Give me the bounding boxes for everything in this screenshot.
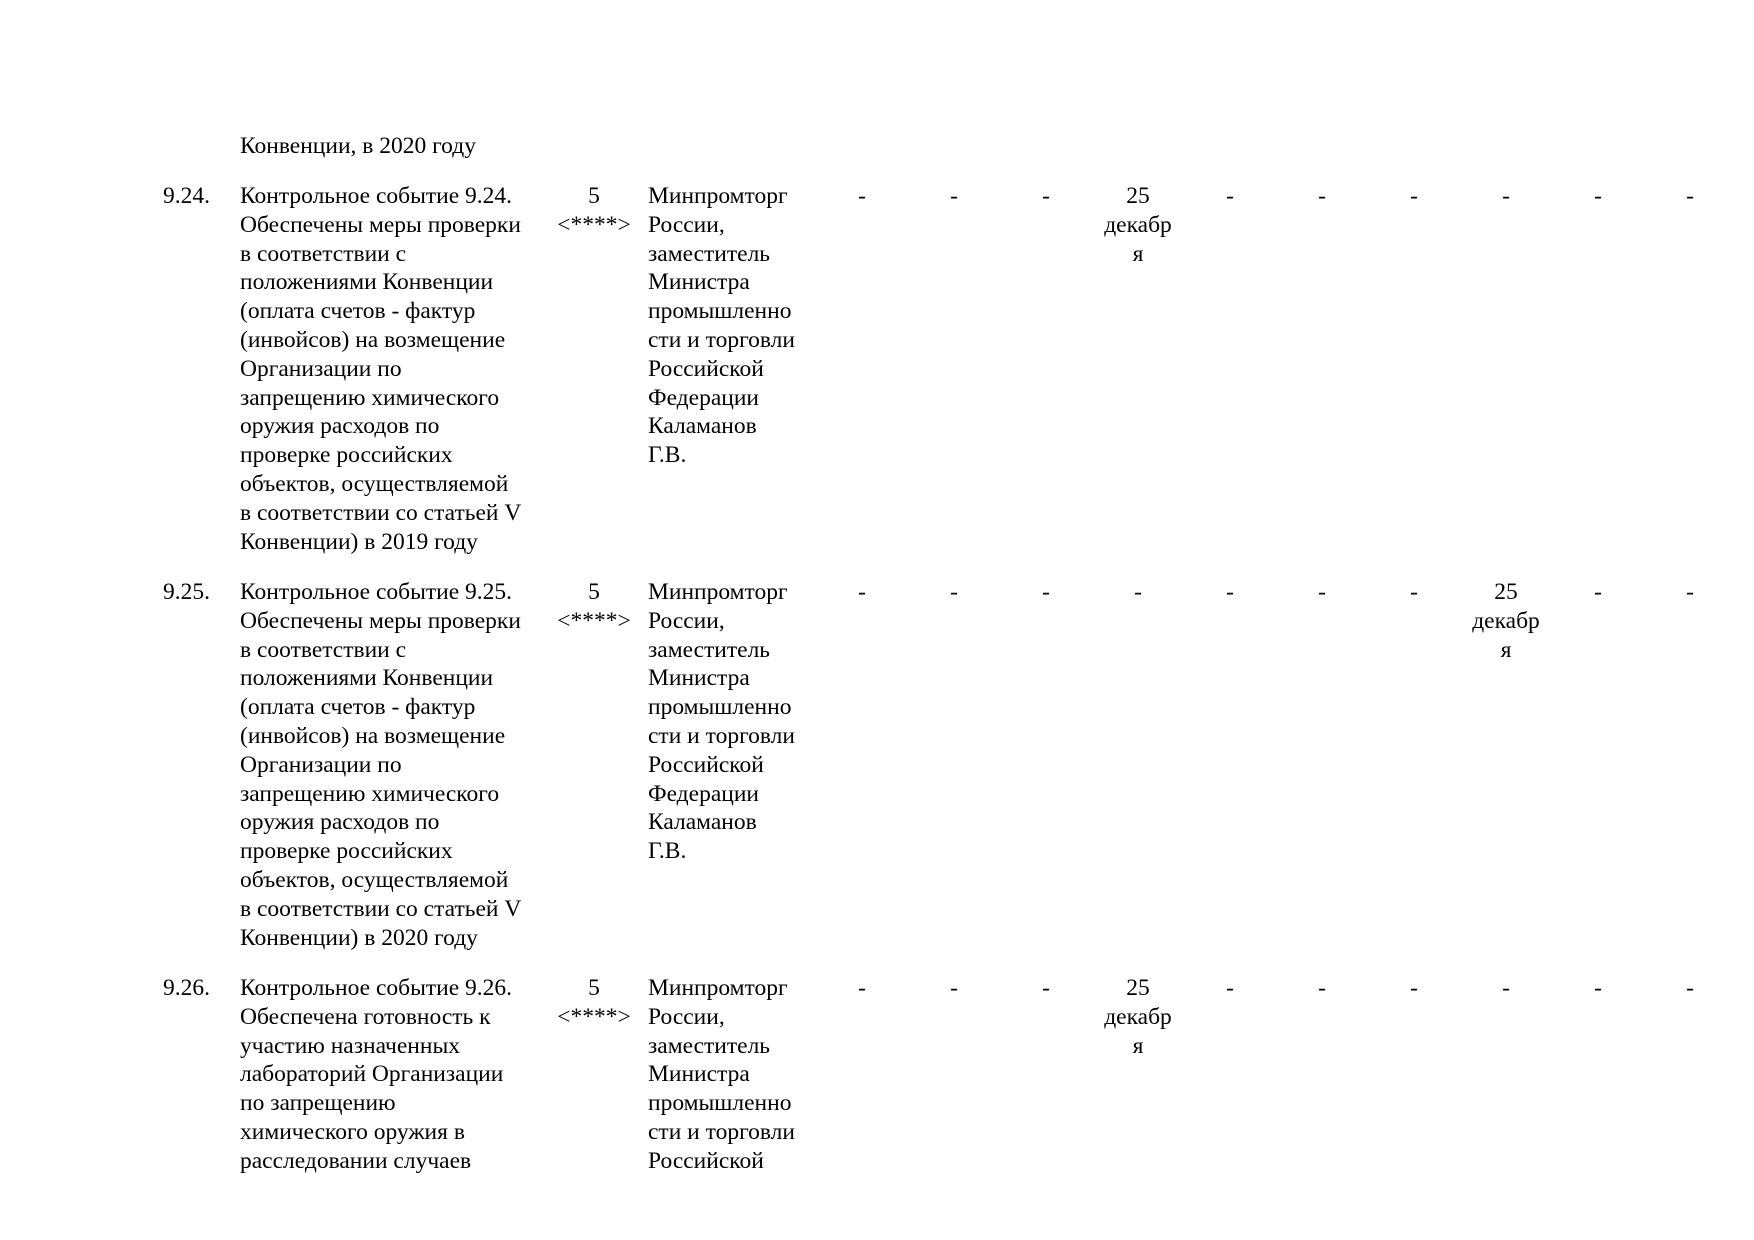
responsible-line: сти и торговли [648, 723, 795, 749]
empty-cell-dash: - [1042, 975, 1050, 1001]
deadline-date: я [1132, 1032, 1144, 1059]
event-text-line: (инвойсов) на возмещение [240, 327, 506, 353]
continuation-text: Конвенции, в 2020 году [240, 133, 476, 159]
event-text-line: положениями Конвенции [240, 665, 494, 692]
empty-cell-dash: - [1410, 579, 1418, 605]
empty-cell-dash: - [1318, 975, 1326, 1001]
responsible-line: Федерации [648, 780, 759, 807]
event-text-line: в соответствии с [240, 240, 407, 267]
responsible-line: Российской [648, 751, 764, 778]
row-number: 9.26. [163, 975, 210, 1001]
empty-cell-dash: - [1134, 579, 1142, 605]
deadline-date: я [1500, 636, 1512, 663]
deadline-date: 25 [1126, 183, 1150, 209]
empty-cell-dash: - [1410, 975, 1418, 1001]
deadline-date: декабр [1472, 607, 1540, 634]
event-code: 5 [588, 183, 600, 209]
empty-cell-dash: - [1594, 975, 1602, 1001]
event-text-line: Обеспечены меры проверки [240, 211, 521, 238]
event-text-line: объектов, осуществляемой [240, 471, 509, 497]
event-text-line: объектов, осуществляемой [240, 867, 509, 893]
event-text-line: оружия расходов по [240, 809, 440, 836]
responsible-line: промышленно [648, 1090, 792, 1117]
empty-cell-dash: - [858, 183, 866, 209]
row-number: 9.24. [163, 183, 210, 209]
empty-cell-dash: - [1318, 579, 1326, 605]
responsible-line: промышленно [648, 694, 792, 721]
event-text-line: Организации по [240, 355, 402, 382]
empty-cell-dash: - [1042, 579, 1050, 605]
responsible-line: России, [648, 211, 725, 238]
empty-cell-dash: - [1226, 975, 1234, 1001]
event-text-line: запрещению химического [240, 780, 500, 807]
empty-cell-dash: - [950, 183, 958, 209]
event-text-line: химического оружия в [240, 1119, 465, 1145]
empty-cell-dash: - [1318, 183, 1326, 209]
event-code: <****> [557, 211, 631, 238]
event-text-line: Конвенции) в 2019 году [240, 528, 478, 555]
event-text-line: в соответствии со статьей V [240, 499, 522, 526]
event-text-line: участию назначенных [240, 1032, 461, 1059]
responsible-line: России, [648, 1003, 725, 1030]
event-text-line: Обеспечена готовность к [240, 1003, 491, 1030]
responsible-line: заместитель [648, 1032, 771, 1059]
responsible-line: Каламанов [648, 413, 757, 440]
event-text-line: (оплата счетов - фактур [240, 298, 476, 325]
responsible-line: Г.В. [648, 838, 687, 865]
event-text-line: в соответствии с [240, 636, 407, 663]
deadline-date: декабр [1104, 211, 1172, 238]
responsible-line: Г.В. [648, 442, 687, 469]
responsible-line: Каламанов [648, 809, 757, 836]
event-code: 5 [588, 579, 600, 605]
empty-cell-dash: - [950, 579, 958, 605]
empty-cell-dash: - [1594, 579, 1602, 605]
event-text-line: Обеспечены меры проверки [240, 607, 521, 634]
empty-cell-dash: - [1686, 183, 1694, 209]
event-text-line: положениями Конвенции [240, 269, 494, 296]
responsible-line: заместитель [648, 636, 771, 663]
responsible-line: Федерации [648, 384, 759, 411]
empty-cell-dash: - [950, 975, 958, 1001]
empty-cell-dash: - [1686, 579, 1694, 605]
empty-cell-dash: - [1594, 183, 1602, 209]
event-text-line: проверке российских [240, 442, 453, 469]
responsible-line: сти и торговли [648, 1119, 795, 1145]
empty-cell-dash: - [858, 579, 866, 605]
empty-cell-dash: - [1226, 183, 1234, 209]
responsible-line: заместитель [648, 240, 771, 267]
row-number: 9.25. [163, 579, 210, 605]
event-text-line: по запрещению [240, 1090, 396, 1117]
responsible-line: сти и торговли [648, 327, 795, 353]
event-text-line: запрещению химического [240, 384, 500, 411]
empty-cell-dash: - [1686, 975, 1694, 1001]
event-text-line: (инвойсов) на возмещение [240, 723, 506, 749]
responsible-line: Министра [648, 1061, 750, 1088]
event-text-line: в соответствии со статьей V [240, 895, 522, 922]
event-text-line: Конвенции) в 2020 году [240, 924, 478, 951]
event-text-line: Организации по [240, 751, 402, 778]
responsible-line: Минпромторг [648, 975, 788, 1001]
event-code: <****> [557, 1003, 631, 1030]
empty-cell-dash: - [1502, 183, 1510, 209]
empty-cell-dash: - [1410, 183, 1418, 209]
event-text-line: Контрольное событие 9.25. [240, 579, 513, 605]
event-text-line: Контрольное событие 9.26. [240, 975, 513, 1001]
responsible-line: промышленно [648, 298, 792, 325]
responsible-line: России, [648, 607, 725, 634]
empty-cell-dash: - [1502, 975, 1510, 1001]
responsible-line: Министра [648, 665, 750, 692]
responsible-line: Российской [648, 1147, 764, 1174]
deadline-date: 25 [1126, 975, 1150, 1001]
event-text-line: расследовании случаев [240, 1147, 472, 1174]
responsible-line: Министра [648, 269, 750, 296]
deadline-date: декабр [1104, 1003, 1172, 1030]
responsible-line: Минпромторг [648, 579, 788, 605]
event-text-line: (оплата счетов - фактур [240, 694, 476, 721]
event-text-line: проверке российских [240, 838, 453, 865]
empty-cell-dash: - [858, 975, 866, 1001]
deadline-date: 25 [1494, 579, 1518, 605]
event-code: <****> [557, 607, 631, 634]
responsible-line: Минпромторг [648, 183, 788, 209]
event-text-line: Контрольное событие 9.24. [240, 183, 513, 209]
event-text-line: лабораторий Организации [240, 1061, 504, 1088]
event-code: 5 [588, 975, 600, 1001]
responsible-line: Российской [648, 355, 764, 382]
deadline-date: я [1132, 240, 1144, 267]
event-text-line: оружия расходов по [240, 413, 440, 440]
empty-cell-dash: - [1042, 183, 1050, 209]
empty-cell-dash: - [1226, 579, 1234, 605]
